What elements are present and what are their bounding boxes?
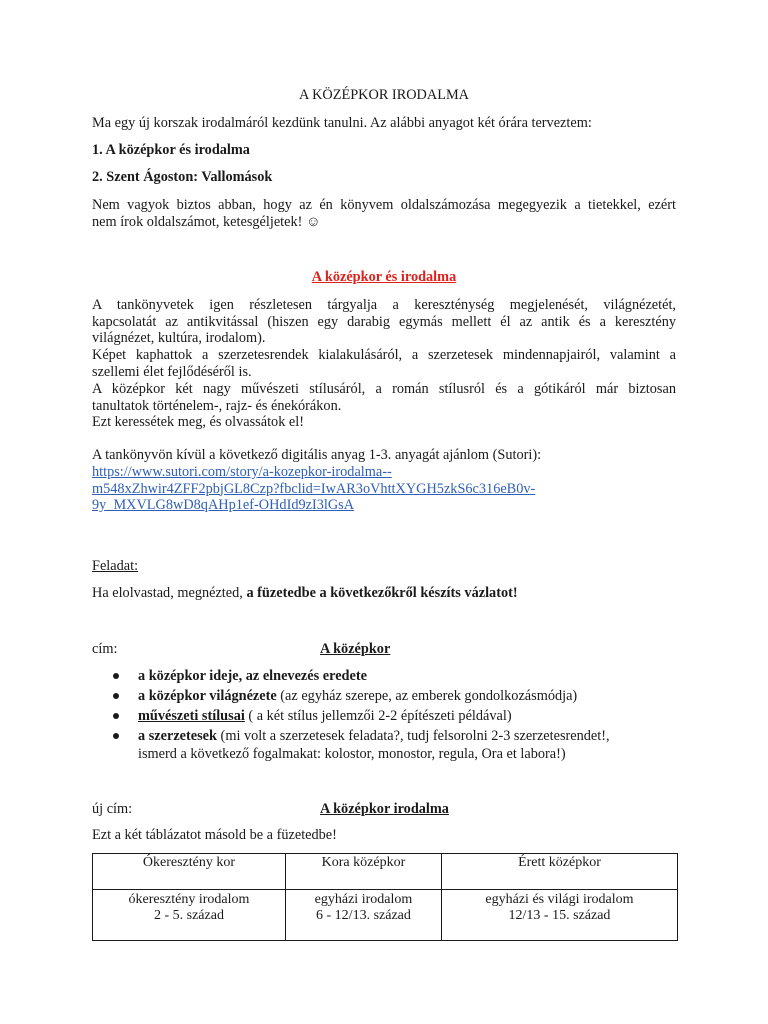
bullet-dot	[113, 732, 121, 740]
task-label: Feladat:	[92, 558, 139, 574]
list-item: művészeti stílusai ( a két stílus jellemzői 2-2 építészeti példával)	[138, 708, 512, 724]
list-item: a középkor világnézete (az egyház szerepe, az emberek gondolkozásmódja)	[138, 688, 578, 704]
new-cim-label: új cím:	[92, 801, 133, 817]
list-item-continuation: ismerd a következő fogalmakat: kolostor, monostor, regula, Ora et labora!)	[138, 746, 566, 762]
intro-text: Ma egy új korszak irodalmáról kezdünk tanulni. Az alábbi anyagot két órára terveztem:	[92, 115, 592, 131]
list-item: a szerzetesek (mi volt a szerzetesek feladata?, tudj felsorolni 2-3 szerzetesrendet!,	[138, 728, 610, 744]
bullet-dot	[113, 672, 121, 680]
topic-2: 2. Szent Ágoston: Vallomások	[92, 169, 273, 185]
page-numbering-note: Nem vagyok biztos abban, hogy az én könyvem oldalszámozása megegyezik a tietekkel, ezért nem írok oldalszámot, ketesgéljetek! ☺	[92, 197, 676, 230]
paragraph-read-instruction: Ezt keressétek meg, és olvassátok el!	[92, 414, 304, 430]
bullet-dot	[113, 712, 121, 720]
sutori-link[interactable]: https://www.sutori.com/story/a-kozepkor-irodalma-- m548xZhwir4ZFF2pbjGL8Czp?fbclid=IwAR3oVhttXYGH5zkS6c316eB0v- 9y_MXVLG8wD8qAHp1ef-OHdId9zI3lGsA	[92, 464, 536, 514]
digital-material-intro: A tankönyvön kívül a következő digitális anyag 1-3. anyagát ajánlom (Sutori):	[92, 447, 542, 463]
cim-title: A középkor	[320, 641, 391, 657]
table-header-cell: Kora középkor	[285, 854, 441, 890]
cim-label: cím:	[92, 641, 118, 657]
bullet-dot	[113, 692, 121, 700]
table-cell: egyházi és világi irodalom 12/13 - 15. század	[441, 890, 677, 941]
paragraph-monastic-orders: Képet kaphattok a szerzetesrendek kialakulásáról, a szerzetesek mindennapjairól, valamint a szellemi élet fejlődéséről is.	[92, 347, 676, 380]
table-cell: ókeresztény irodalom 2 - 5. század	[93, 890, 286, 941]
paragraph-christianity: A tankönyvetek igen részletesen tárgyalja a kereszténység megjelenését, világnézetét, kapcsolatát az antikvitással (hiszen egy darabig egymás mellett él az antik és a keresztény világnézet, kultúra, irodalom).	[92, 297, 676, 347]
list-item: a középkor ideje, az elnevezés eredete	[138, 668, 367, 684]
paragraph-art-styles: A középkor két nagy művészeti stílusáról, a román stílusról és a gótikáról már biztosan tanultatok történelem-, rajz- és énekórákon.	[92, 381, 676, 414]
page-title: A KÖZÉPKOR IRODALMA	[299, 87, 469, 103]
table-header-row	[93, 854, 678, 890]
section-heading: A középkor és irodalma	[311, 269, 457, 285]
table-row	[93, 890, 678, 941]
table-cell: egyházi irodalom 6 - 12/13. század	[285, 890, 441, 941]
topic-1: 1. A középkor és irodalma	[92, 142, 250, 158]
table-header-cell: Érett középkor	[441, 854, 677, 890]
periods-table	[92, 853, 678, 941]
table-intro: Ezt a két táblázatot másold be a füzetedbe!	[92, 827, 337, 843]
new-cim-title: A középkor irodalma	[320, 801, 449, 817]
table-header-cell: Ókeresztény kor	[93, 854, 286, 890]
task-text: Ha elolvastad, megnézted, a füzetedbe a következőkről készíts vázlatot!	[92, 585, 518, 601]
